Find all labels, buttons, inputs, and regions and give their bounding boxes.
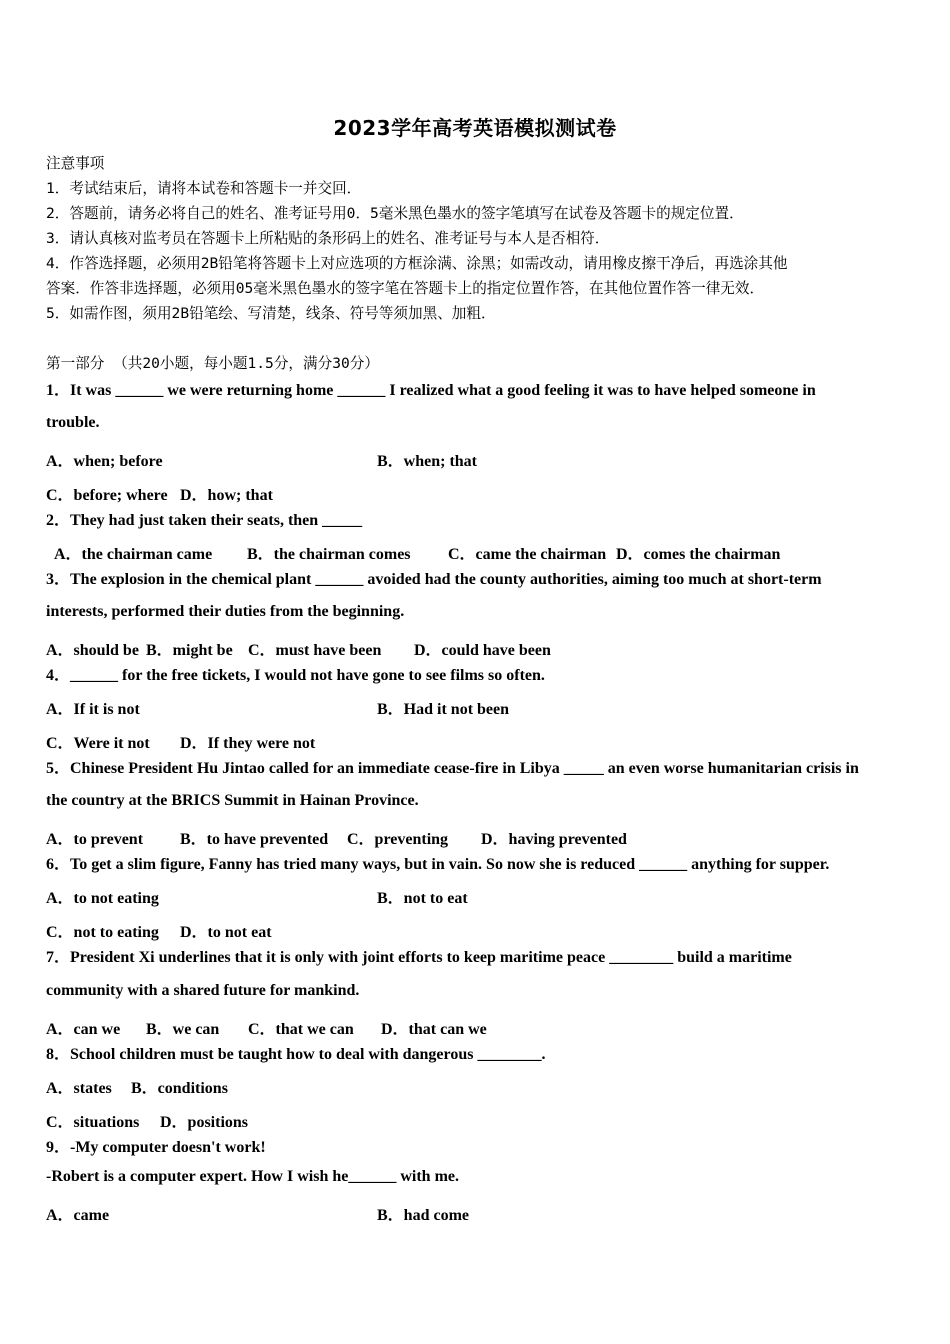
- option-d[interactable]: D．comes the chairman: [616, 546, 781, 563]
- option-a[interactable]: A．came: [46, 1207, 110, 1224]
- question-stem: 8．School children must be taught how to deal with dangerous ________.: [46, 1046, 546, 1063]
- option-d[interactable]: D．If they were not: [180, 735, 316, 752]
- question-stem: 7．President Xi underlines that it is only with joint efforts to keep maritime peace ________ build a maritime: [46, 949, 792, 966]
- option-a[interactable]: A．states: [46, 1080, 112, 1097]
- option-c[interactable]: C．Were it not: [46, 735, 150, 752]
- option-a[interactable]: A．when; before: [46, 453, 163, 470]
- question-stem: interests, performed their duties from the beginning.: [46, 603, 405, 620]
- option-c[interactable]: C．that we can: [248, 1021, 354, 1038]
- option-d[interactable]: D．could have been: [414, 642, 551, 659]
- option-c[interactable]: C．before; where: [46, 487, 168, 504]
- question-stem: community with a shared future for mankind.: [46, 982, 360, 999]
- option-b[interactable]: B．the chairman comes: [247, 546, 411, 563]
- notice-item: 5．如需作图，须用2B铅笔绘、写清楚，线条、符号等须加黑、加粗．: [46, 305, 496, 322]
- option-b[interactable]: B．conditions: [131, 1080, 228, 1097]
- option-d[interactable]: D．how; that: [180, 487, 273, 504]
- option-b[interactable]: B．we can: [146, 1021, 220, 1038]
- question-stem: 9．-My computer doesn't work!: [46, 1139, 266, 1156]
- option-b[interactable]: B．Had it not been: [377, 701, 510, 718]
- option-d[interactable]: D．having prevented: [481, 831, 627, 848]
- option-a[interactable]: A．should be: [46, 642, 139, 659]
- question-stem: 3．The explosion in the chemical plant ______ avoided had the county authorities, aiming too much at short-term: [46, 571, 822, 588]
- option-c[interactable]: C．preventing: [347, 831, 449, 848]
- question-stem: 4．______ for the free tickets, I would not have gone to see films so often.: [46, 667, 545, 684]
- option-b[interactable]: B．might be: [146, 642, 233, 659]
- option-a[interactable]: A．to not eating: [46, 890, 159, 907]
- page-title: 2023学年高考英语模拟测试卷: [333, 116, 617, 140]
- question-stem: trouble.: [46, 414, 100, 431]
- question-stem: the country at the BRICS Summit in Hainan Province.: [46, 792, 419, 809]
- question-stem: 6．To get a slim figure, Fanny has tried many ways, but in vain. So now she is reduced ______ anything for supper.: [46, 856, 830, 873]
- option-b[interactable]: B．to have prevented: [180, 831, 329, 848]
- option-b[interactable]: B．had come: [377, 1207, 470, 1224]
- option-b[interactable]: B．when; that: [377, 453, 478, 470]
- option-a[interactable]: A．to prevent: [46, 831, 144, 848]
- option-b[interactable]: B．not to eat: [377, 890, 468, 907]
- section-heading: 第一部分 （共20小题，每小题1.5分，满分30分）: [46, 355, 379, 372]
- option-d[interactable]: D．to not eat: [180, 924, 272, 941]
- question-stem: 1．It was ______ we were returning home ______ I realized what a good feeling it was to have helped someone in: [46, 382, 816, 399]
- option-a[interactable]: A．the chairman came: [54, 546, 213, 563]
- notice-item: 3．请认真核对监考员在答题卡上所粘贴的条形码上的姓名、准考证号与本人是否相符．: [46, 230, 610, 247]
- option-c[interactable]: C．came the chairman: [448, 546, 607, 563]
- question-stem: -Robert is a computer expert. How I wish he______ with me.: [46, 1168, 459, 1185]
- option-c[interactable]: C．must have been: [248, 642, 382, 659]
- option-d[interactable]: D．positions: [160, 1114, 249, 1131]
- option-c[interactable]: C．not to eating: [46, 924, 159, 941]
- notice-item: 2．答题前，请务必将自己的姓名、准考证号用0．5毫米黑色墨水的签字笔填写在试卷及答题卡的规定位置．: [46, 205, 744, 222]
- option-a[interactable]: A．can we: [46, 1021, 121, 1038]
- option-d[interactable]: D．that can we: [381, 1021, 487, 1038]
- option-a[interactable]: A．If it is not: [46, 701, 140, 718]
- notice-heading: 注意事项: [46, 155, 105, 172]
- question-stem: 2．They had just taken their seats, then _____: [46, 512, 363, 529]
- notice-item: 1．考试结束后，请将本试卷和答题卡一并交回．: [46, 180, 362, 197]
- option-c[interactable]: C．situations: [46, 1114, 140, 1131]
- notice-item: 答案．作答非选择题，必须用05毫米黑色墨水的签字笔在答题卡上的指定位置作答，在其他位置作答一律无效．: [46, 280, 765, 297]
- question-stem: 5．Chinese President Hu Jintao called for an immediate cease-fire in Libya _____ an even worse humanitarian crisis in: [46, 760, 859, 777]
- notice-item: 4．作答选择题，必须用2B铅笔将答题卡上对应选项的方框涂满、涂黑；如需改动，请用橡皮擦干净后，再选涂其他: [46, 255, 788, 272]
